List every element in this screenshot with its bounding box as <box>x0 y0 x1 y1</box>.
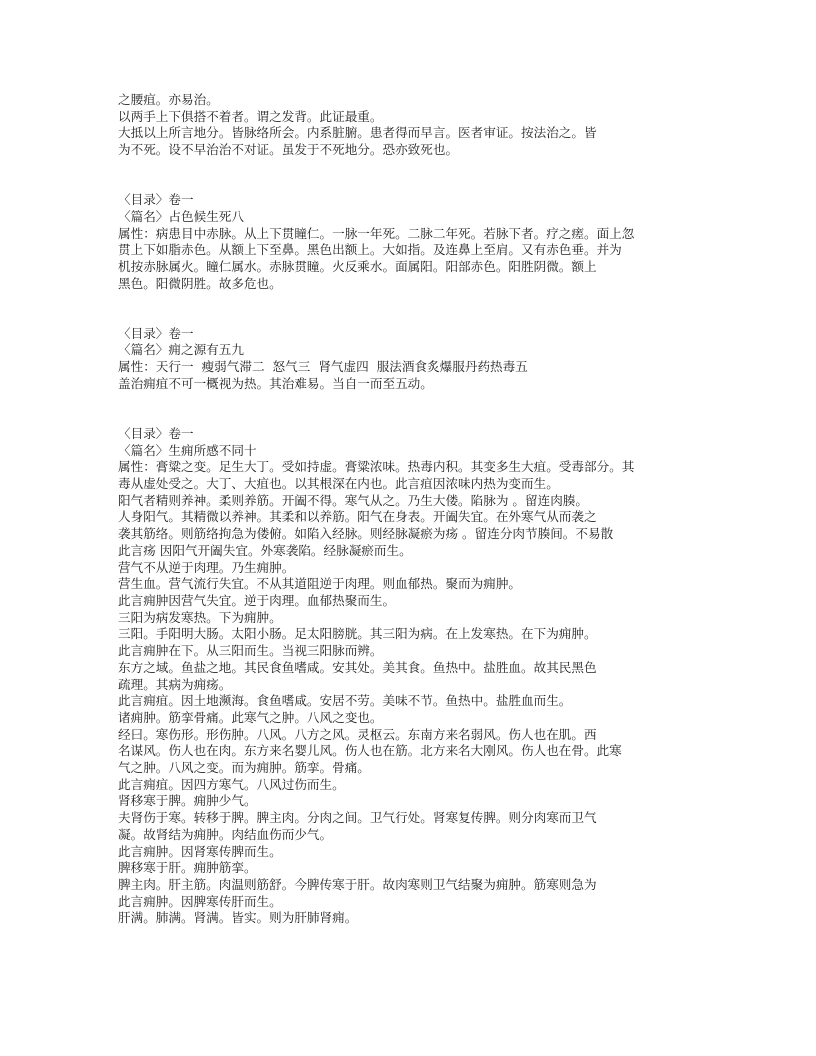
text-line: 营气不从逆于肉理。乃生痈肿。 <box>118 559 295 575</box>
blank-line <box>118 409 720 426</box>
text-block <box>118 426 720 927</box>
text-line: 〈目录〉卷一 <box>118 192 194 208</box>
text-line: 机按赤脉属火。瞳仁属水。赤脉贯瞳。火反乘水。面属阳。阳部赤色。阳胜阴微。额上 <box>118 259 597 274</box>
text-line: 属性：病患目中赤脉。从上下贯瞳仁。一脉一年死。二脉二年死。若脉下者。疗之瘥。面上忽 <box>118 225 635 241</box>
blank-line <box>118 159 720 176</box>
text-line: 人身阳气。其精微以养神。其柔和以养筋。阳气在身表。开阖失宜。在外寒气从而袭之 <box>118 509 597 525</box>
text-line: 疏理。其病为痈疡。 <box>118 676 232 692</box>
text-line: 〈篇名〉占色候生死八 <box>118 208 244 224</box>
text-line: 〈目录〉卷一 <box>118 425 194 441</box>
text-line: 营生血。营气流行失宜。不从其道阻逆于肉理。则血郁热。聚而为痈肿。 <box>118 576 521 592</box>
text-line: 经曰。寒伤形。形伤肿。八风。八方之风。灵枢云。东南方来名弱风。伤人也在肌。西 <box>118 726 597 742</box>
text-line: 此言痈疽。因四方寒气。八风过伤而生。 <box>118 776 345 792</box>
text-line: 此言痈肿。因肾寒传脾而生。 <box>118 843 282 859</box>
blank-line <box>118 309 720 326</box>
text-line: 袭其筋络。则筋络拘急为偻俯。如陷入经脉。则经脉凝瘀为疡 。留连分肉节腠间。不易散 <box>118 526 614 542</box>
text-line: 阳气者精则养神。柔则养筋。开阖不得。寒气从之。乃生大偻。陷脉为 。留连肉腠。 <box>118 492 588 508</box>
blank-line <box>118 176 720 193</box>
blank-line <box>118 292 720 309</box>
text-line: 〈目录〉卷一 <box>118 325 194 341</box>
text-line: 此言痈疽。因土地濒海。食鱼嗜咸。安居不劳。美味不节。鱼热中。盐胜血而生。 <box>118 693 572 709</box>
text-line: 属性：天行一 瘦弱气滞二 怒气三 肾气虚四 服法酒食炙爆服丹药热毒五 <box>118 359 528 375</box>
document-text-body <box>118 92 720 927</box>
blank-line <box>118 393 720 410</box>
text-line: 以两手上下俱搭不着者。谓之发背。此证最重。 <box>118 108 383 124</box>
text-line: 东方之域。鱼盐之地。其民食鱼嗜咸。安其处。美其食。鱼热中。盐胜血。故其民黑色 <box>118 659 597 675</box>
text-line: 〈篇名〉生痈所感不同十 <box>118 442 257 458</box>
text-line: 脾主肉。肝主筋。肉温则筋舒。今脾传寒于肝。故肉寒则卫气结聚为痈肿。筋寒则急为 <box>118 876 597 892</box>
text-line: 大抵以上所言地分。皆脉络所会。内系脏腑。患者得而早言。医者审证。按法治之。皆 <box>118 125 597 141</box>
text-line: 三阳。手阳明大肠。太阳小肠。足太阳膀胱。其三阳为病。在上发寒热。在下为痈肿。 <box>118 626 597 642</box>
text-block <box>118 326 720 393</box>
text-line: 盖治痈疽不可一概视为热。其治难易。当自一而至五动。 <box>118 375 433 391</box>
text-line: 为不死。设不早治治不对证。虽发于不死地分。恐亦致死也。 <box>118 142 459 158</box>
text-line: 此言痈肿。因脾寒传肝而生。 <box>118 893 282 909</box>
text-line: 名谋风。伤人也在肉。东方来名婴儿风。伤人也在筋。北方来名大刚风。伤人也在骨。此寒 <box>118 743 622 759</box>
paragraph-spacer <box>118 393 720 426</box>
text-line: 肾移寒于脾。痈肿少气。 <box>118 793 257 809</box>
text-line: 〈篇名〉痈之源有五九 <box>118 342 244 358</box>
text-block <box>118 92 720 159</box>
text-line: 三阳为病发寒热。下为痈肿。 <box>118 609 282 625</box>
text-line: 黑色。阳微阴胜。故多危也。 <box>118 275 282 291</box>
text-line: 此言疡 因阳气开阖失宜。外寒袭陷。经脉凝瘀而生。 <box>118 542 412 558</box>
paragraph-spacer <box>118 292 720 325</box>
text-line: 此言痈肿在下。从三阳而生。当视三阳脉而辨。 <box>118 643 383 659</box>
paragraph-spacer <box>118 159 720 192</box>
text-line: 脾移寒于肝。痈肿筋挛。 <box>118 860 257 876</box>
text-line: 夫肾伤于寒。转移于脾。脾主肉。分肉之间。卫气行处。肾寒复传脾。则分肉寒而卫气 <box>118 810 597 826</box>
text-line: 凝。故肾结为痈肿。肉结血伤而少气。 <box>118 826 333 842</box>
text-line: 此言痈肿因营气失宜。逆于肉理。血郁热聚而生。 <box>118 593 396 608</box>
text-line: 贯上下如脂赤色。从额上下至鼻。黑色出额上。大如指。及连鼻上至肩。又有赤色垂。并为 <box>118 242 622 258</box>
text-line: 毒从虚处受之。大丁、大疽也。以其根深在内也。此言疽因浓味内热为变而生。 <box>118 476 559 492</box>
text-line: 肝满。肺满。肾满。皆实。则为肝肺肾痈。 <box>118 910 358 926</box>
text-line: 气之肿。八风之变。而为痈肿。筋挛。骨痛。 <box>118 760 370 776</box>
text-line: 之腰疽。亦易治。 <box>118 92 219 107</box>
text-line: 诸痈肿。筋挛骨痛。此寒气之肿。八风之变也。 <box>118 709 383 725</box>
text-line: 属性：膏粱之变。足生大丁。受如持虚。膏粱浓味。热毒内积。其变多生大疽。受毒部分。其 <box>118 459 635 475</box>
text-block <box>118 192 720 292</box>
